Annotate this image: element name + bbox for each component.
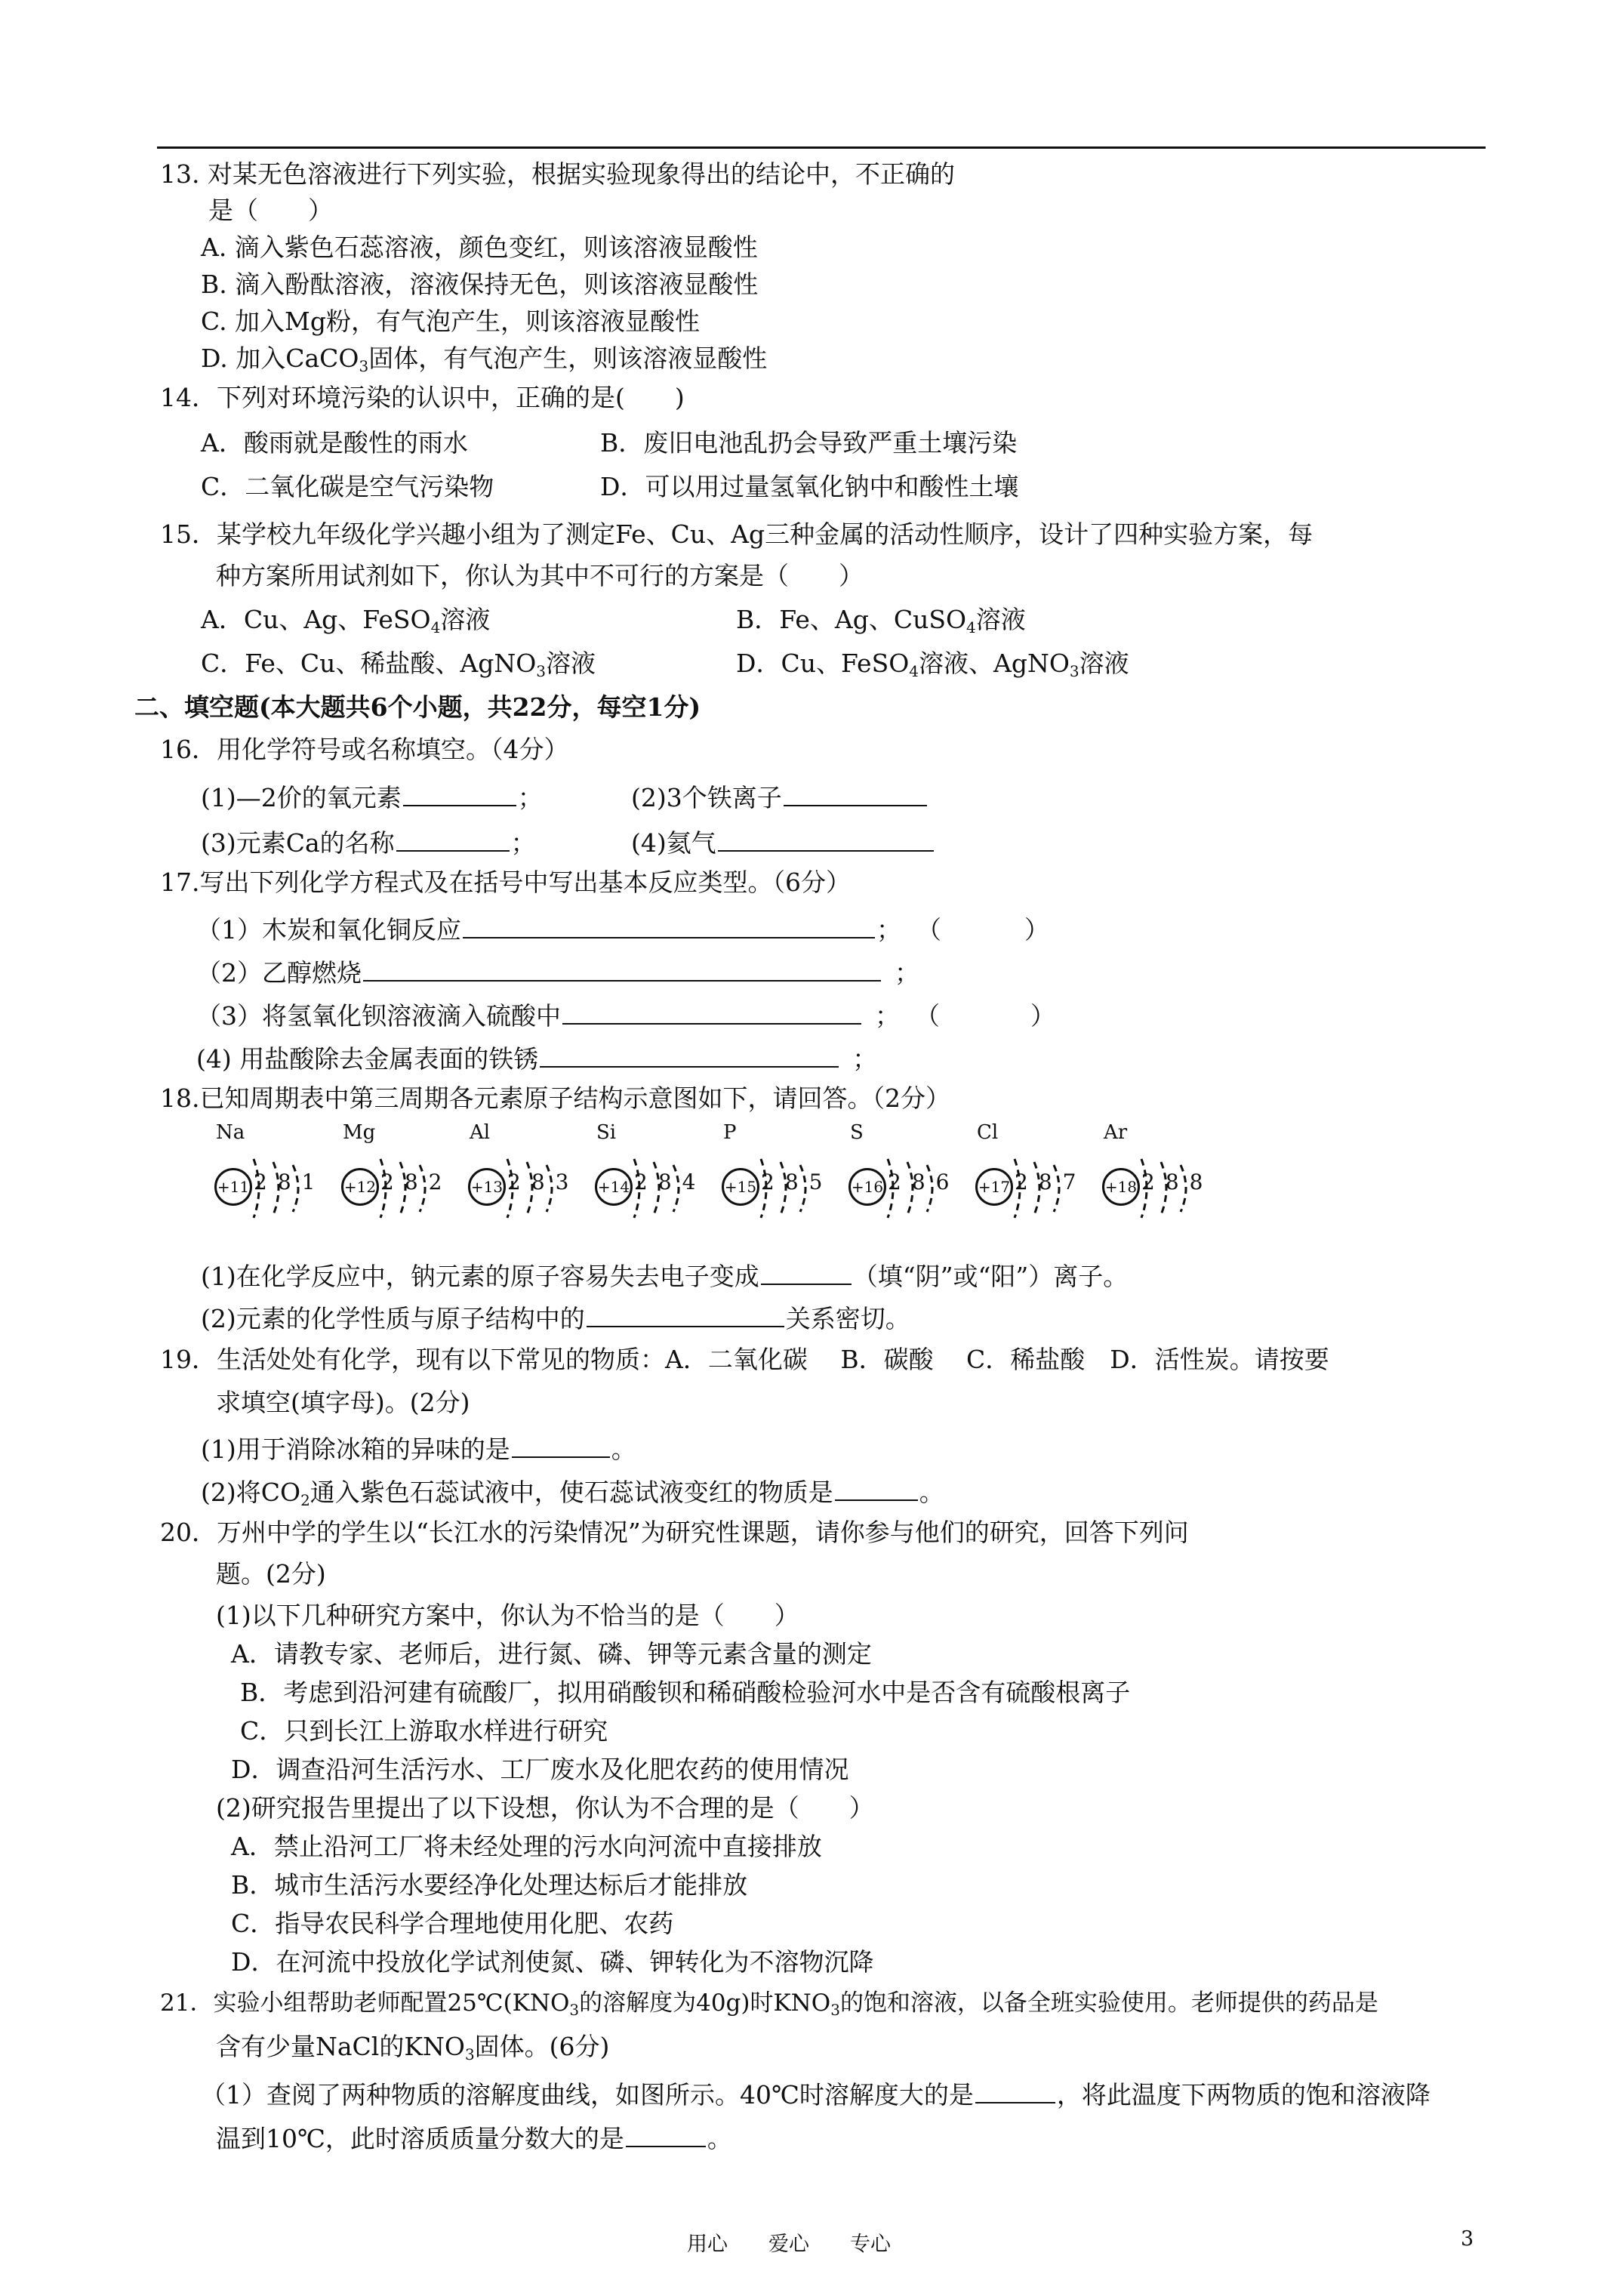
atom-shells: 285	[761, 1170, 833, 1194]
atom-diagram	[845, 1121, 966, 1242]
q20-subq-1-option-c: C．只到长江上游取水样进行研究	[240, 1716, 608, 1746]
q18-part-1: (1)在化学反应中，钠元素的原子容易失去电子变成 （填“阴”或“阳”）离子。	[201, 1256, 1128, 1294]
atom-nucleus: +15	[722, 1168, 759, 1206]
atomic-structure-diagrams	[211, 1121, 1268, 1242]
q19-stem-cont: 求填空(填字母)。(2分)	[216, 1388, 470, 1417]
q14-option-b: B．废旧电池乱扔会导致严重土壤污染	[600, 428, 1018, 458]
atom-diagram	[338, 1121, 459, 1242]
q17-part-1: （1）木炭和氧化铜反应 ； （ ）	[196, 910, 1049, 948]
q18-part-2: (2)元素的化学性质与原子结构中的 关系密切。	[201, 1299, 910, 1336]
q19-part-2: (2)将$CO_2$通入紫色石蕊试液中，使石蕊试液变红的物质是 。	[201, 1472, 944, 1510]
q20-subq-1-option-d: D．调查沿河生活污水、工厂废水及化肥农药的使用情况	[231, 1755, 849, 1784]
q20-subq-1-option-a: A．请教专家、老师后，进行氮、磷、钾等元素含量的测定	[231, 1639, 872, 1669]
q20-subq-2-option-c: C．指导农民科学合理地使用化肥、农药	[231, 1909, 674, 1938]
atom-symbol: Mg	[343, 1121, 376, 1144]
q15-option-d: D．Cu、FeSO$_4$溶液、AgNO$_3$溶液	[736, 649, 1129, 680]
q21-part-1: （1）查阅了两种物质的溶解度曲线，如图所示。40℃时溶解度大的是 ，将此温度下两物质的饱和溶液降	[201, 2075, 1431, 2113]
atom-diagram	[211, 1121, 332, 1242]
q13-stem: 13. 对某无色溶液进行下列实验，根据实验现象得出的结论中，不正确的	[160, 159, 955, 189]
atom-symbol: S	[850, 1121, 864, 1144]
q20-subq-1-option-b: B．考虑到沿河建有硫酸厂，拟用硝酸钡和稀硝酸检验河水中是否含有硫酸根离子	[240, 1678, 1131, 1707]
atom-nucleus: +17	[975, 1168, 1013, 1206]
q20-subq-2-option-d: D．在河流中投放化学试剂使氮、磷、钾转化为不溶物沉降	[231, 1947, 874, 1977]
page-number: 3	[1461, 2227, 1474, 2251]
q19-part-1: (1)用于消除冰箱的异味的是 。	[201, 1429, 636, 1467]
q14-option-c: C．二氧化碳是空气污染物	[201, 472, 494, 501]
atom-symbol: Ar	[1104, 1121, 1128, 1144]
atom-symbol: Cl	[977, 1121, 999, 1144]
q21-stem: 21．实验小组帮助老师配置$25℃(KNO_3$的溶解度为40g)时$KNO_3$的饱和溶液，以备全班实验使用。老师提供的药品是	[160, 1989, 1378, 2019]
atom-shells: 283	[507, 1170, 580, 1194]
q15-stem-cont: 种方案所用试剂如下，你认为其中不可行的方案是（ ）	[216, 561, 864, 590]
q13-option-a: A. 滴入紫色石蕊溶液，颜色变红，则该溶液显酸性	[201, 233, 758, 262]
atom-nucleus: +11	[214, 1168, 252, 1206]
atom-nucleus: +18	[1102, 1168, 1140, 1206]
q21-stem-cont: 含有少量NaCl的$KNO_3$固体。(6分)	[216, 2032, 610, 2063]
header-rule	[157, 146, 1486, 149]
section-2-heading: 二、填空题(本大题共6个小题，共22分，每空1分)	[134, 692, 701, 722]
atom-symbol: Na	[216, 1121, 245, 1144]
q19-stem: 19．生活处处有化学，现有以下常见的物质：A．二氧化碳 B．碳酸 C．稀盐酸 D．活性炭。请按要	[160, 1345, 1329, 1374]
q14-option-d: D．可以用过量氢氧化钠中和酸性土壤	[600, 472, 1019, 501]
q14-option-a: A．酸雨就是酸性的雨水	[201, 428, 468, 458]
q17-stem: 17.写出下列化学方程式及在括号中写出基本反应类型。（6分）	[160, 868, 851, 897]
q15-option-c: C．Fe、Cu、稀盐酸、AgNO$_3$溶液	[201, 649, 596, 680]
q13-stem-cont: 是（ ）	[208, 196, 333, 225]
atom-symbol: Si	[596, 1121, 617, 1144]
q20-subq-1: (1)以下几种研究方案中，你认为不恰当的是（ ）	[216, 1601, 799, 1630]
q16-part-3: (3)元素Ca的名称 ；	[201, 823, 536, 861]
atom-nucleus: +16	[848, 1168, 886, 1206]
q20-stem: 20．万州中学的学生以“长江水的污染情况”为研究性课题，请你参与他们的研究，回答下列问	[160, 1518, 1189, 1547]
q16-part-2: (2)3个铁离子	[631, 778, 929, 815]
q20-stem-cont: 题。(2分)	[216, 1559, 326, 1589]
atom-symbol: P	[723, 1121, 737, 1144]
atom-nucleus: +14	[595, 1168, 633, 1206]
atom-shells: 286	[888, 1170, 960, 1194]
atom-symbol: Al	[470, 1121, 491, 1144]
q15-option-b: B．Fe、Ag、CuSO$_4$溶液	[736, 605, 1026, 636]
atom-shells: 282	[380, 1170, 453, 1194]
q17-part-4: (4) 用盐酸除去金属表面的铁锈 ；	[196, 1039, 877, 1077]
atom-shells: 287	[1015, 1170, 1087, 1194]
q16-part-4: (4)氦气	[631, 823, 935, 861]
atom-shells: 281	[254, 1170, 326, 1194]
q17-part-2: （2）乙醇燃烧 ；	[196, 953, 919, 991]
q16-part-1: (1)—2价的氧元素 ；	[201, 778, 543, 815]
atom-shells: 288	[1141, 1170, 1214, 1194]
q17-part-3: （3）将氢氧化钡溶液滴入硫酸中 ； （ ）	[196, 996, 1055, 1034]
atom-shells: 284	[634, 1170, 707, 1194]
q16-stem: 16．用化学符号或名称填空。（4分）	[160, 735, 569, 764]
atom-nucleus: +13	[468, 1168, 506, 1206]
footer-motto: 用心 爱心 专心	[687, 2233, 891, 2256]
q13-option-b: B. 滴入酚酞溶液，溶液保持无色，则该溶液显酸性	[201, 270, 759, 299]
q20-subq-2-option-a: A．禁止沿河工厂将未经处理的污水向河流中直接排放	[231, 1832, 822, 1861]
q14-stem: 14．下列对环境污染的认识中，正确的是( )	[160, 383, 685, 412]
q13-option-d: D. 加入CaCO$_3$固体，有气泡产生，则该溶液显酸性	[201, 344, 768, 375]
atom-diagram	[719, 1121, 839, 1242]
q15-option-a: A．Cu、Ag、FeSO$_4$溶液	[201, 605, 491, 636]
atom-diagram	[465, 1121, 586, 1242]
q18-stem: 18.已知周期表中第三周期各元素原子结构示意图如下，请回答。（2分）	[160, 1083, 950, 1113]
atom-nucleus: +12	[341, 1168, 379, 1206]
atom-diagram	[1099, 1121, 1220, 1242]
atom-diagram	[972, 1121, 1093, 1242]
q20-subq-2-option-b: B．城市生活污水要经净化处理达标后才能排放	[231, 1870, 748, 1900]
q20-subq-2: (2)研究报告里提出了以下设想，你认为不合理的是（ ）	[216, 1793, 874, 1823]
q15-stem: 15．某学校九年级化学兴趣小组为了测定Fe、Cu、Ag三种金属的活动性顺序，设计了四种实验方案，每	[160, 519, 1313, 549]
atom-diagram	[592, 1121, 713, 1242]
q13-option-c: C. 加入Mg粉，有气泡产生，则该溶液显酸性	[201, 307, 700, 336]
q21-part-1-cont: 温到10℃，此时溶质质量分数大的是 。	[216, 2119, 732, 2156]
